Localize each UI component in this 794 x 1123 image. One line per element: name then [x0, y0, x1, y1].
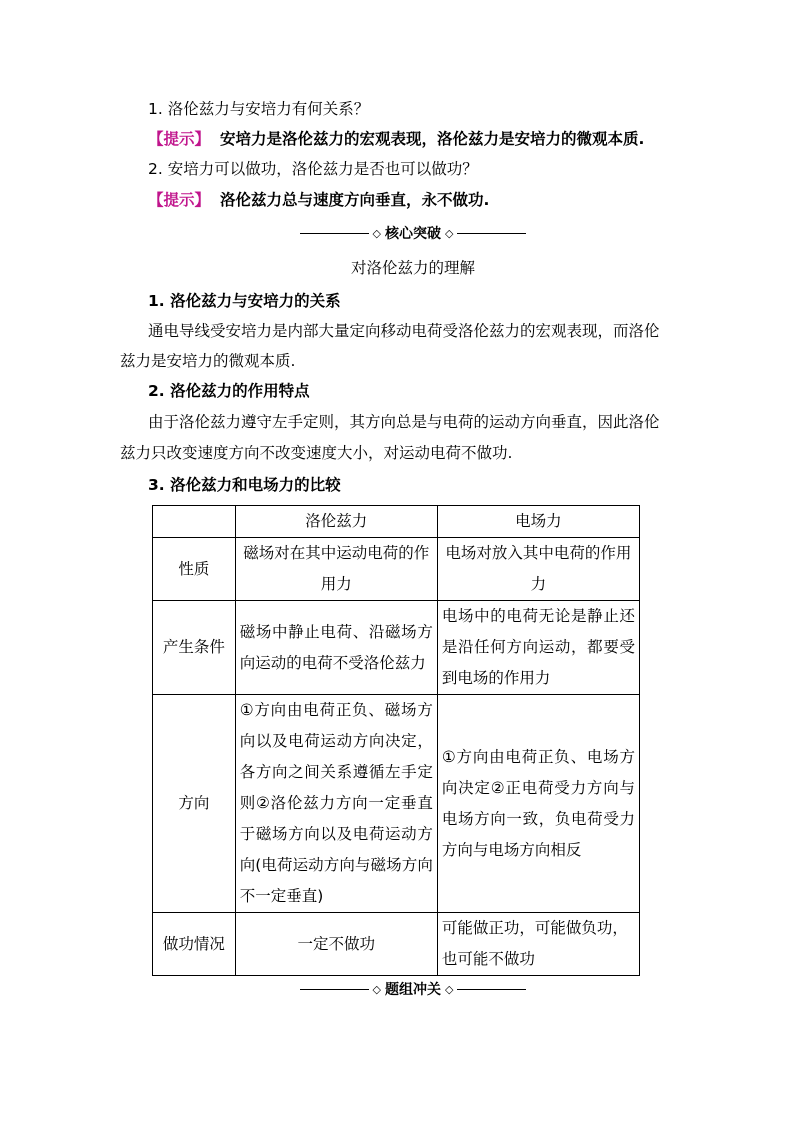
table-header-cell: 洛伦兹力 — [235, 506, 437, 538]
section-title: 核心突破 — [385, 226, 441, 242]
table-cell: 一定不做功 — [235, 913, 437, 976]
table-cell: 电场对放入其中电荷的作用力 — [437, 538, 639, 601]
subtitle: 对洛伦兹力的理解 — [350, 259, 475, 277]
diamond-icon: ◇ — [372, 982, 381, 996]
table-cell: 磁场中静止电荷、沿磁场方向运动的电荷不受洛伦兹力 — [235, 601, 437, 695]
row-label: 方向 — [153, 695, 236, 913]
point-1-heading — [148, 290, 678, 312]
hint-text: 洛伦兹力总与速度方向垂直，永不做功. — [220, 191, 490, 209]
divider-rule-left — [300, 989, 369, 990]
table-cell: ①方向由电荷正负、磁场方向以及电荷运动方向决定，各方向之间关系遵循左手定则②洛伦兹力方向一定垂直于磁场方向以及电荷运动方向(电荷运动方向与磁场方向不一定垂直) — [235, 695, 437, 913]
question-text: 安培力可以做功，洛伦兹力是否也可以做功？ — [167, 160, 478, 178]
point-3-heading — [148, 474, 678, 496]
table-row — [153, 695, 640, 913]
table-row — [153, 601, 640, 695]
hint-tag: 【提示】 — [148, 130, 211, 148]
diamond-icon: ◇ — [445, 226, 454, 240]
point-title: 洛伦兹力的作用特点 — [170, 382, 310, 400]
point-2-heading — [148, 380, 678, 402]
section-divider-core — [0, 222, 794, 244]
table-cell: 可能做正功，可能做负功，也可能不做功 — [437, 913, 639, 976]
hint-2 — [148, 189, 678, 211]
question-2 — [148, 158, 678, 180]
row-label: 性质 — [153, 538, 236, 601]
point-2-line-1: 由于洛伦兹力遵守左手定则，其方向总是与电荷的运动方向垂直，因此洛伦 — [148, 413, 660, 431]
table-header-cell: 电场力 — [437, 506, 639, 538]
point-2-line-2: 兹力只改变速度方向不改变速度大小，对运动电荷不做功. — [120, 444, 513, 462]
divider-rule-right — [457, 989, 526, 990]
table-cell: 磁场对在其中运动电荷的作用力 — [235, 538, 437, 601]
table-header-cell — [153, 506, 236, 538]
question-number: 2. — [148, 160, 163, 178]
row-label: 产生条件 — [153, 601, 236, 695]
diamond-icon: ◇ — [445, 982, 454, 996]
comparison-table — [152, 505, 640, 976]
section-divider-practice — [0, 978, 794, 1000]
hint-tag: 【提示】 — [148, 191, 211, 209]
table-header-row — [153, 506, 640, 538]
row-label: 做功情况 — [153, 913, 236, 976]
diamond-icon: ◇ — [372, 226, 381, 240]
divider-rule-left — [300, 233, 369, 234]
table-cell: ①方向由电荷正负、电场方向决定②正电荷受力方向与电场方向一致，负电荷受力方向与电场方向相反 — [437, 695, 639, 913]
hint-text: 安培力是洛伦兹力的宏观表现，洛伦兹力是安培力的微观本质. — [220, 130, 645, 148]
point-number: 2. — [148, 382, 165, 400]
point-1-line-1: 通电导线受安培力是内部大量定向移动电荷受洛伦兹力的宏观表现，而洛伦 — [148, 322, 660, 340]
point-1-line-2: 兹力是安培力的微观本质. — [120, 352, 296, 370]
point-title: 洛伦兹力与安培力的关系 — [170, 292, 341, 310]
table-cell: 电场中的电荷无论是静止还是沿任何方向运动，都要受到电场的作用力 — [437, 601, 639, 695]
divider-rule-right — [457, 233, 526, 234]
point-title: 洛伦兹力和电场力的比较 — [170, 476, 341, 494]
point-number: 1. — [148, 292, 165, 310]
section-title: 题组冲关 — [385, 982, 441, 998]
question-text: 洛伦兹力与安培力有何关系？ — [167, 100, 370, 118]
table-row — [153, 913, 640, 976]
hint-1 — [148, 128, 678, 150]
table-row — [153, 538, 640, 601]
question-1 — [148, 98, 678, 120]
question-number: 1. — [148, 100, 163, 118]
point-number: 3. — [148, 476, 165, 494]
